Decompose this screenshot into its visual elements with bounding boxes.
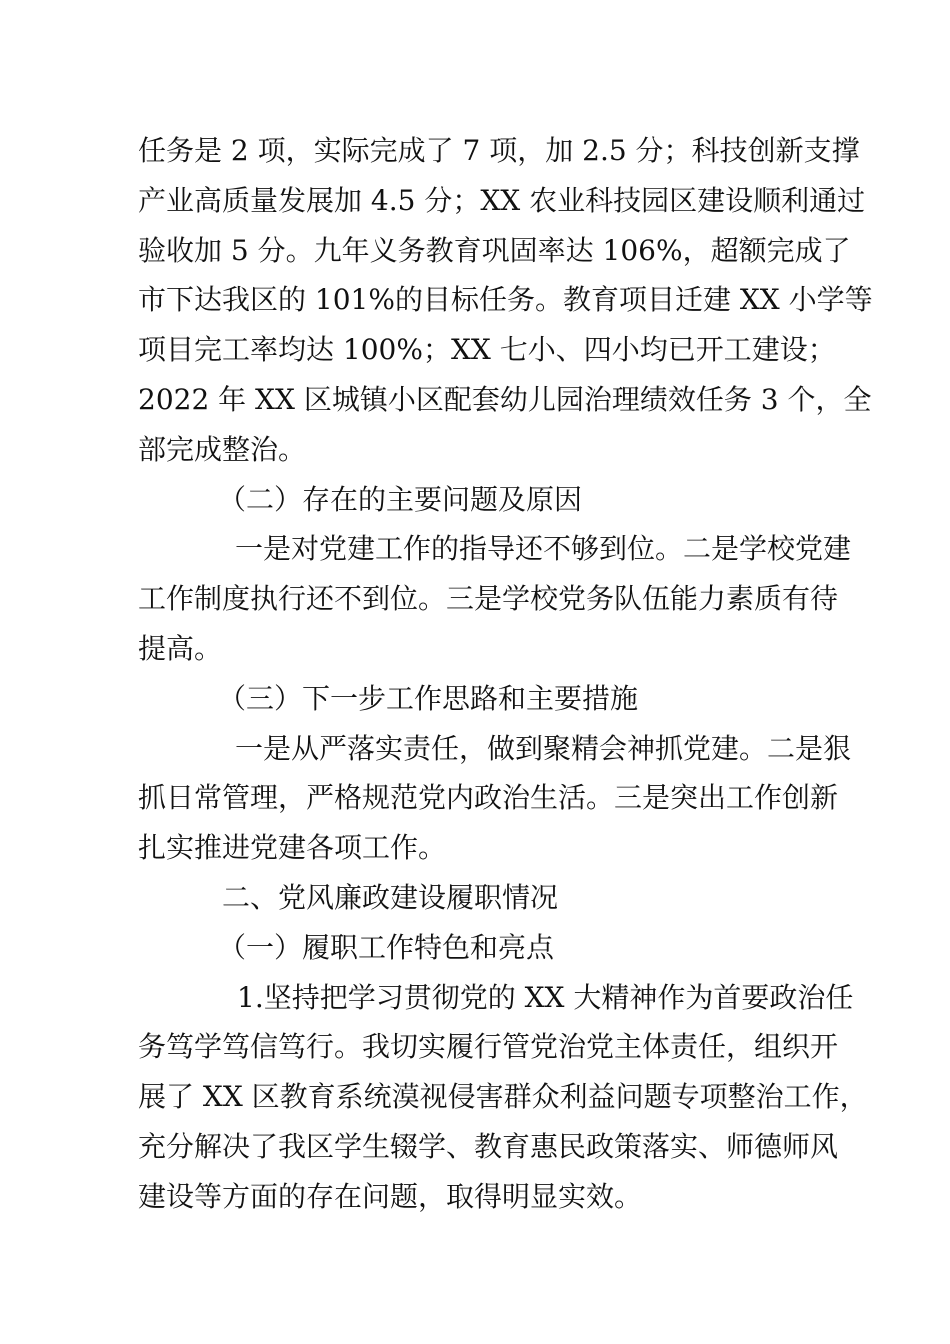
document-line: 部完成整治。 (138, 432, 307, 466)
document-line: 充分解决了我区学生辍学、教育惠民政策落实、师德师风 (138, 1129, 839, 1163)
document-line: 工作制度执行还不到位。三是学校党务队伍能力素质有待 (138, 582, 839, 616)
document-line: 验收加 5 分。九年义务教育巩固率达 106%，超额完成了 (138, 233, 851, 267)
document-line: （三）下一步工作思路和主要措施 (218, 681, 639, 715)
document-line: 建设等方面的存在问题，取得明显实效。 (138, 1179, 643, 1213)
document-line: 一是从严落实责任，做到聚精会神抓党建。二是狠 (235, 731, 852, 765)
document-line: 一是对党建工作的指导还不够到位。二是学校党建 (235, 532, 852, 566)
document-line: 任务是 2 项，实际完成了 7 项，加 2.5 分；科技创新支撑 (138, 134, 860, 167)
document-line: 务笃学笃信笃行。我切实履行管党治党主体责任，组织开 (138, 1030, 839, 1064)
document-line: 提高。 (138, 631, 223, 665)
document-line: 产业高质量发展加 4.5 分；XX 农业科技园区建设顺利通过 (138, 183, 866, 217)
document-line: 抓日常管理，严格规范党内政治生活。三是突出工作创新 (138, 781, 839, 815)
document-line: 二、党风廉政建设履职情况 (222, 880, 559, 914)
document-line: （二）存在的主要问题及原因 (218, 482, 583, 516)
document-line: （一）履职工作特色和亮点 (218, 930, 555, 964)
document-line: 市下达我区的 101%的目标任务。教育项目迁建 XX 小学等 (138, 283, 873, 317)
document-line: 项目完工率均达 100%；XX 七小、四小均已开工建设； (138, 333, 836, 367)
document-line: 扎实推进党建各项工作。 (138, 831, 447, 865)
document-line: 2022 年 XX 区城镇小区配套幼儿园治理绩效任务 3 个，全 (138, 382, 872, 416)
document-line: 1.坚持把学习贯彻党的 XX 大精神作为首要政治任 (237, 980, 854, 1014)
document-line: 展了 XX 区教育系统漠视侵害群众利益问题专项整治工作， (138, 1080, 868, 1114)
document-body (138, 126, 873, 1222)
